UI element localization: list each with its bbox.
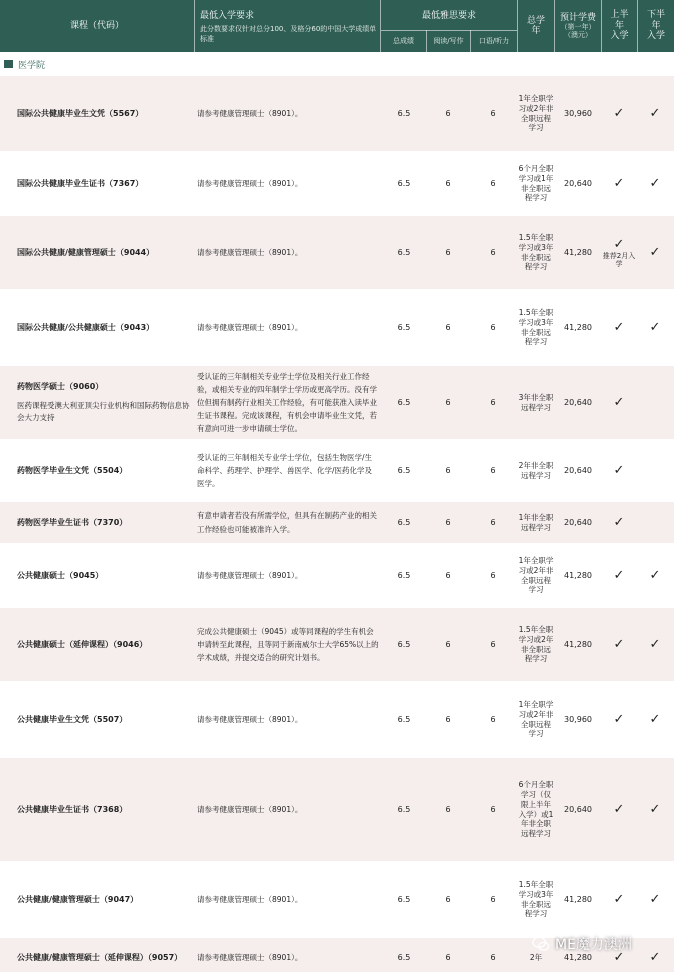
course-note: 医药课程受澳大利亚顶尖行业机构和国际药物信息协会大力支持 bbox=[17, 401, 190, 422]
header-h1-line2: 年 bbox=[614, 20, 624, 31]
check-icon: ✓ bbox=[649, 568, 661, 583]
ielts-total: 6.5 bbox=[397, 323, 411, 332]
second-half-intake bbox=[638, 440, 672, 501]
course-name: 公共健康毕业生文凭（5507） bbox=[17, 715, 128, 724]
study-duration: 6个月全职学习或1年非全职远程学习 bbox=[518, 164, 554, 203]
check-icon: ✓ bbox=[613, 395, 625, 410]
study-duration: 1年非全职远程学习 bbox=[518, 512, 554, 532]
study-duration: 1.5年全职学习或3年非全职远程学习 bbox=[518, 233, 554, 272]
header-ielts-speaking: 口语/听力 bbox=[478, 37, 510, 46]
header-duration-line2: 年 bbox=[531, 26, 541, 36]
ielts-total: 6.5 bbox=[397, 466, 411, 475]
tuition-fee: 20,640 bbox=[564, 398, 592, 407]
ielts-reading-writing: 6 bbox=[445, 109, 451, 118]
check-icon: ✓ bbox=[613, 463, 625, 478]
check-icon: ✓ bbox=[613, 236, 625, 252]
section-heading bbox=[0, 54, 674, 74]
check-icon: ✓ bbox=[613, 712, 625, 727]
tuition-fee: 41,280 bbox=[564, 953, 592, 962]
ielts-speaking-listening: 6 bbox=[490, 248, 496, 257]
entry-requirement: 请参考健康管理硕士（8901）。 bbox=[197, 952, 303, 962]
header-fee bbox=[555, 0, 601, 52]
entry-requirement: 请参考健康管理硕士（8901）。 bbox=[197, 247, 303, 257]
header-duration-line1: 总学 bbox=[526, 15, 545, 26]
table-row bbox=[0, 861, 674, 937]
ielts-reading-writing: 6 bbox=[445, 640, 451, 649]
check-icon: ✓ bbox=[649, 892, 661, 907]
ielts-speaking-listening: 6 bbox=[490, 466, 496, 475]
check-icon: ✓ bbox=[613, 515, 625, 530]
entry-requirement: 受认证的三年制相关专业学士学位，包括生物医学/生命科学、药理学、护理学、兽医学、化学/医药化学及医学。 bbox=[197, 452, 373, 489]
table-row bbox=[0, 681, 674, 757]
ielts-reading-writing: 6 bbox=[445, 466, 451, 475]
second-half-intake bbox=[638, 152, 672, 215]
header-ielts-total: 总成绩 bbox=[393, 37, 414, 46]
course-name-cell bbox=[17, 440, 195, 501]
course-name: 公共健康硕士（9045） bbox=[17, 571, 104, 580]
ielts-reading-writing: 6 bbox=[445, 179, 451, 188]
second-half-intake bbox=[638, 862, 672, 937]
study-duration: 1.5年全职学习或3年非全职远程学习 bbox=[518, 308, 554, 347]
table-row bbox=[0, 543, 674, 607]
study-duration: 1年全职学习或2年非全职远程学习 bbox=[518, 700, 554, 739]
tuition-fee: 20,640 bbox=[564, 466, 592, 475]
first-half-intake bbox=[602, 290, 636, 365]
first-half-intake bbox=[602, 76, 636, 151]
check-icon: ✓ bbox=[649, 320, 661, 335]
table-row bbox=[0, 501, 674, 543]
ielts-speaking-listening: 6 bbox=[490, 398, 496, 407]
course-name-cell bbox=[17, 76, 195, 151]
study-duration: 6个月全职学习（仅限上半年入学）或1年非全职远程学习 bbox=[518, 780, 554, 838]
entry-requirement: 请参考健康管理硕士（8901）。 bbox=[197, 714, 303, 724]
header-ielts-reading: 阅读/写作 bbox=[433, 37, 464, 46]
second-half-intake bbox=[638, 682, 672, 757]
ielts-speaking-listening: 6 bbox=[490, 571, 496, 580]
entry-requirement: 有意申请者若没有所需学位，但具有在制药产业的相关工作经验也可能被准许入学。 bbox=[197, 511, 377, 534]
first-half-intake bbox=[602, 862, 636, 937]
entry-requirement: 完成公共健康硕士（9045）或等同课程的学生有机会申请转至此课程，且等同于新南威尔士大学65%以上的学术成绩，并提交适合的研究计划书。 bbox=[197, 626, 379, 663]
header-duration bbox=[518, 0, 554, 52]
ielts-total: 6.5 bbox=[397, 518, 411, 527]
entry-requirement: 请参考健康管理硕士（8901）。 bbox=[197, 804, 303, 814]
course-name: 国际公共健康/健康管理硕士（9044） bbox=[17, 248, 155, 257]
check-icon: ✓ bbox=[613, 320, 625, 335]
first-half-intake bbox=[602, 682, 636, 757]
study-duration: 3年非全职远程学习 bbox=[518, 392, 554, 412]
header-h1-line3: 入学 bbox=[610, 31, 629, 42]
tuition-fee: 41,280 bbox=[564, 248, 592, 257]
course-name-cell bbox=[17, 608, 195, 681]
second-half-intake bbox=[638, 544, 672, 607]
ielts-total: 6.5 bbox=[397, 640, 411, 649]
ielts-total: 6.5 bbox=[397, 715, 411, 724]
course-name-cell bbox=[17, 366, 195, 439]
course-name-cell bbox=[17, 862, 195, 937]
tuition-fee: 41,280 bbox=[564, 640, 592, 649]
check-icon: ✓ bbox=[649, 106, 661, 121]
ielts-speaking-listening: 6 bbox=[490, 640, 496, 649]
ielts-total: 6.5 bbox=[397, 398, 411, 407]
ielts-reading-writing: 6 bbox=[445, 323, 451, 332]
header-min-requirement: 最低入学要求 bbox=[200, 11, 255, 21]
check-icon: ✓ bbox=[649, 245, 661, 260]
section-marker bbox=[4, 60, 13, 68]
course-name: 国际公共健康毕业生证书（7367） bbox=[17, 179, 144, 188]
ielts-speaking-listening: 6 bbox=[490, 109, 496, 118]
intake-note: 推荐2月入学 bbox=[602, 251, 636, 268]
course-name-cell bbox=[17, 152, 195, 215]
ielts-reading-writing: 6 bbox=[445, 805, 451, 814]
course-name: 药物医学硕士（9060） bbox=[17, 382, 104, 391]
course-name: 国际公共健康毕业生文凭（5567） bbox=[17, 109, 144, 118]
ielts-reading-writing: 6 bbox=[445, 398, 451, 407]
entry-requirement: 请参考健康管理硕士（8901）。 bbox=[197, 108, 303, 118]
first-half-intake bbox=[602, 502, 636, 543]
second-half-intake bbox=[638, 502, 672, 543]
course-name-cell bbox=[17, 544, 195, 607]
check-icon: ✓ bbox=[649, 637, 661, 652]
ielts-speaking-listening: 6 bbox=[490, 518, 496, 527]
course-name: 公共健康/健康管理硕士（延伸课程）（9057） bbox=[17, 953, 183, 962]
check-icon: ✓ bbox=[613, 106, 625, 121]
ielts-speaking-listening: 6 bbox=[490, 323, 496, 332]
check-icon: ✓ bbox=[613, 802, 625, 817]
table-row bbox=[0, 215, 674, 289]
first-half-intake bbox=[602, 608, 636, 681]
table-row bbox=[0, 75, 674, 151]
study-duration: 2年 bbox=[529, 952, 543, 962]
check-icon: ✓ bbox=[613, 892, 625, 907]
study-duration: 2年非全职远程学习 bbox=[518, 460, 554, 480]
first-half-intake bbox=[602, 758, 636, 861]
tuition-fee: 20,640 bbox=[564, 179, 592, 188]
wechat-icon bbox=[532, 935, 550, 953]
course-name: 公共健康/健康管理硕士（9047） bbox=[17, 895, 139, 904]
ielts-total: 6.5 bbox=[397, 571, 411, 580]
ielts-reading-writing: 6 bbox=[445, 248, 451, 257]
study-duration: 1年全职学习或2年非全职远程学习 bbox=[518, 94, 554, 133]
ielts-speaking-listening: 6 bbox=[490, 953, 496, 962]
table-row bbox=[0, 289, 674, 365]
study-duration: 1年全职学习或2年非全职远程学习 bbox=[518, 556, 554, 595]
watermark bbox=[532, 934, 632, 954]
ielts-total: 6.5 bbox=[397, 953, 411, 962]
header-second-half-intake bbox=[638, 0, 674, 52]
header-h2-line3: 入学 bbox=[646, 31, 665, 42]
check-icon: ✓ bbox=[649, 802, 661, 817]
watermark-text: ME魔力澳洲 bbox=[555, 937, 632, 953]
course-name-cell bbox=[17, 216, 195, 289]
header-course: 课程（代码） bbox=[69, 20, 124, 31]
tuition-fee: 30,960 bbox=[564, 109, 592, 118]
header-min-requirement-note: 此分数要求仅针对总分100、及格分60的中国大学成绩单标准 bbox=[200, 25, 377, 44]
header-fee-line3: （澳元） bbox=[564, 31, 592, 40]
header-fee-line1: 预计学费 bbox=[559, 12, 596, 23]
check-icon: ✓ bbox=[649, 712, 661, 727]
course-name: 国际公共健康/公共健康硕士（9043） bbox=[17, 323, 155, 332]
tuition-fee: 41,280 bbox=[564, 571, 592, 580]
header-h2-line1: 下半 bbox=[646, 10, 665, 21]
ielts-speaking-listening: 6 bbox=[490, 715, 496, 724]
header-first-half-intake bbox=[602, 0, 637, 52]
ielts-total: 6.5 bbox=[397, 895, 411, 904]
course-name: 药物医学毕业生证书（7370） bbox=[17, 518, 128, 527]
first-half-intake bbox=[602, 152, 636, 215]
ielts-total: 6.5 bbox=[397, 805, 411, 814]
second-half-intake bbox=[638, 608, 672, 681]
header-h1-line1: 上半 bbox=[610, 10, 629, 21]
tuition-fee: 30,960 bbox=[564, 715, 592, 724]
tuition-fee: 41,280 bbox=[564, 323, 592, 332]
course-name: 药物医学毕业生文凭（5504） bbox=[17, 466, 128, 475]
table-row bbox=[0, 151, 674, 215]
ielts-reading-writing: 6 bbox=[445, 518, 451, 527]
check-icon: ✓ bbox=[649, 176, 661, 191]
course-name-cell bbox=[17, 290, 195, 365]
tuition-fee: 20,640 bbox=[564, 805, 592, 814]
course-name-cell bbox=[17, 682, 195, 757]
header-ielts: 最低雅思要求 bbox=[421, 10, 476, 21]
first-half-intake bbox=[602, 440, 636, 501]
second-half-intake bbox=[638, 938, 672, 972]
course-name-cell bbox=[17, 938, 195, 972]
first-half-intake bbox=[602, 366, 636, 439]
course-name: 公共健康毕业生证书（7368） bbox=[17, 805, 128, 814]
first-half-intake bbox=[602, 216, 636, 289]
tuition-fee: 41,280 bbox=[564, 895, 592, 904]
check-icon: ✓ bbox=[649, 950, 661, 965]
entry-requirement: 受认证的三年制相关专业学士学位及相关行业工作经验，或相关专业的四年制学士学历或更高学历。没有学位但拥有制药行业相关工作经验，有可能获准入读毕业生证书课程。完成该课程，有机会申请毕业生文凭，若有意向可进一步申请硕士学位。 bbox=[197, 371, 377, 434]
ielts-speaking-listening: 6 bbox=[490, 179, 496, 188]
ielts-reading-writing: 6 bbox=[445, 715, 451, 724]
check-icon: ✓ bbox=[613, 176, 625, 191]
table-row bbox=[0, 757, 674, 861]
course-name-cell bbox=[17, 758, 195, 861]
ielts-reading-writing: 6 bbox=[445, 895, 451, 904]
ielts-total: 6.5 bbox=[397, 248, 411, 257]
entry-requirement: 请参考健康管理硕士（8901）。 bbox=[197, 894, 303, 904]
check-icon: ✓ bbox=[613, 950, 625, 965]
entry-requirement: 请参考健康管理硕士（8901）。 bbox=[197, 570, 303, 580]
table-header bbox=[0, 0, 674, 52]
ielts-reading-writing: 6 bbox=[445, 571, 451, 580]
ielts-total: 6.5 bbox=[397, 179, 411, 188]
table-row bbox=[0, 439, 674, 501]
ielts-reading-writing: 6 bbox=[445, 953, 451, 962]
check-icon: ✓ bbox=[613, 637, 625, 652]
second-half-intake bbox=[638, 76, 672, 151]
course-name-cell bbox=[17, 502, 195, 543]
header-h2-line2: 年 bbox=[651, 20, 661, 31]
second-half-intake bbox=[638, 758, 672, 861]
table-row bbox=[0, 607, 674, 681]
entry-requirement: 请参考健康管理硕士（8901）。 bbox=[197, 322, 303, 332]
second-half-intake bbox=[638, 216, 672, 289]
second-half-intake bbox=[638, 366, 672, 439]
first-half-intake bbox=[602, 544, 636, 607]
tuition-fee: 20,640 bbox=[564, 518, 592, 527]
ielts-speaking-listening: 6 bbox=[490, 895, 496, 904]
entry-requirement: 请参考健康管理硕士（8901）。 bbox=[197, 178, 303, 188]
second-half-intake bbox=[638, 290, 672, 365]
ielts-speaking-listening: 6 bbox=[490, 805, 496, 814]
section-label: 医学院 bbox=[18, 60, 46, 71]
header-fee-line2: （第一年） bbox=[560, 23, 596, 32]
study-duration: 1.5年全职学习或3年非全职远程学习 bbox=[518, 880, 554, 919]
course-name: 公共健康硕士（延伸课程）（9046） bbox=[17, 640, 148, 649]
table-row bbox=[0, 365, 674, 439]
check-icon: ✓ bbox=[613, 568, 625, 583]
ielts-total: 6.5 bbox=[397, 109, 411, 118]
study-duration: 1.5年全职学习或2年非全职远程学习 bbox=[518, 625, 554, 664]
